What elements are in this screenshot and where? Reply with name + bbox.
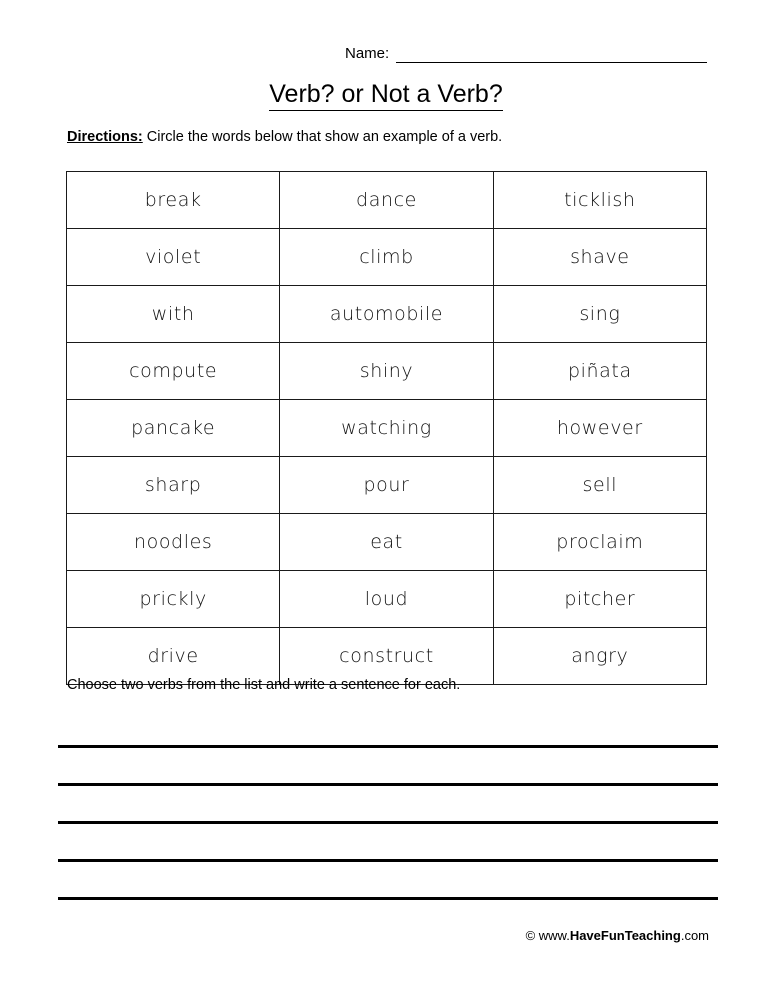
word-cell[interactable]: break <box>67 172 280 229</box>
word-cell[interactable]: sing <box>493 286 706 343</box>
word-cell[interactable]: sell <box>493 457 706 514</box>
word-cell[interactable]: construct <box>280 628 493 685</box>
word-cell[interactable]: eat <box>280 514 493 571</box>
word-cell[interactable]: with <box>67 286 280 343</box>
word-cell[interactable]: pancake <box>67 400 280 457</box>
word-cell[interactable]: angry <box>493 628 706 685</box>
word-cell[interactable]: pour <box>280 457 493 514</box>
writing-line[interactable] <box>58 821 718 824</box>
name-input-blank[interactable] <box>396 46 707 63</box>
word-cell[interactable]: pitcher <box>493 571 706 628</box>
writing-line[interactable] <box>58 745 718 748</box>
word-cell[interactable]: prickly <box>67 571 280 628</box>
copyright-prefix: © www. <box>525 928 570 943</box>
table-row <box>67 457 707 514</box>
word-cell[interactable]: however <box>493 400 706 457</box>
word-cell[interactable]: shave <box>493 229 706 286</box>
word-cell[interactable]: proclaim <box>493 514 706 571</box>
word-cell[interactable]: noodles <box>67 514 280 571</box>
writing-lines-area <box>58 745 718 900</box>
table-row <box>67 229 707 286</box>
word-cell[interactable]: watching <box>280 400 493 457</box>
word-cell[interactable]: compute <box>67 343 280 400</box>
word-cell[interactable]: climb <box>280 229 493 286</box>
word-cell[interactable]: loud <box>280 571 493 628</box>
table-row <box>67 571 707 628</box>
table-row <box>67 343 707 400</box>
word-table <box>66 171 707 685</box>
sub-instruction-text: Choose two verbs from the list and write a sentence for each. <box>67 677 461 693</box>
word-cell[interactable]: piñata <box>493 343 706 400</box>
footer-copyright <box>526 928 709 944</box>
word-cell[interactable]: drive <box>67 628 280 685</box>
table-row <box>67 172 707 229</box>
name-field-row <box>345 45 707 63</box>
page-title-text: Verb? or Not a Verb? <box>269 80 502 111</box>
word-cell[interactable]: automobile <box>280 286 493 343</box>
word-table-body <box>67 172 707 685</box>
table-row <box>67 514 707 571</box>
table-row <box>67 400 707 457</box>
domain-suffix: .com <box>680 928 709 943</box>
name-label: Name: <box>345 45 390 62</box>
word-cell[interactable]: shiny <box>280 343 493 400</box>
writing-line[interactable] <box>58 897 718 900</box>
directions-line <box>67 128 502 147</box>
word-cell[interactable]: dance <box>280 172 493 229</box>
word-cell[interactable]: ticklish <box>493 172 706 229</box>
word-cell[interactable]: sharp <box>67 457 280 514</box>
writing-line[interactable] <box>58 783 718 786</box>
table-row <box>67 286 707 343</box>
word-cell[interactable]: violet <box>67 229 280 286</box>
directions-text: Circle the words below that show an example of a verb. <box>142 129 503 145</box>
writing-line[interactable] <box>58 859 718 862</box>
page-title <box>0 79 772 109</box>
brand-name: HaveFunTeaching <box>569 928 681 943</box>
directions-label: Directions: <box>67 129 143 145</box>
